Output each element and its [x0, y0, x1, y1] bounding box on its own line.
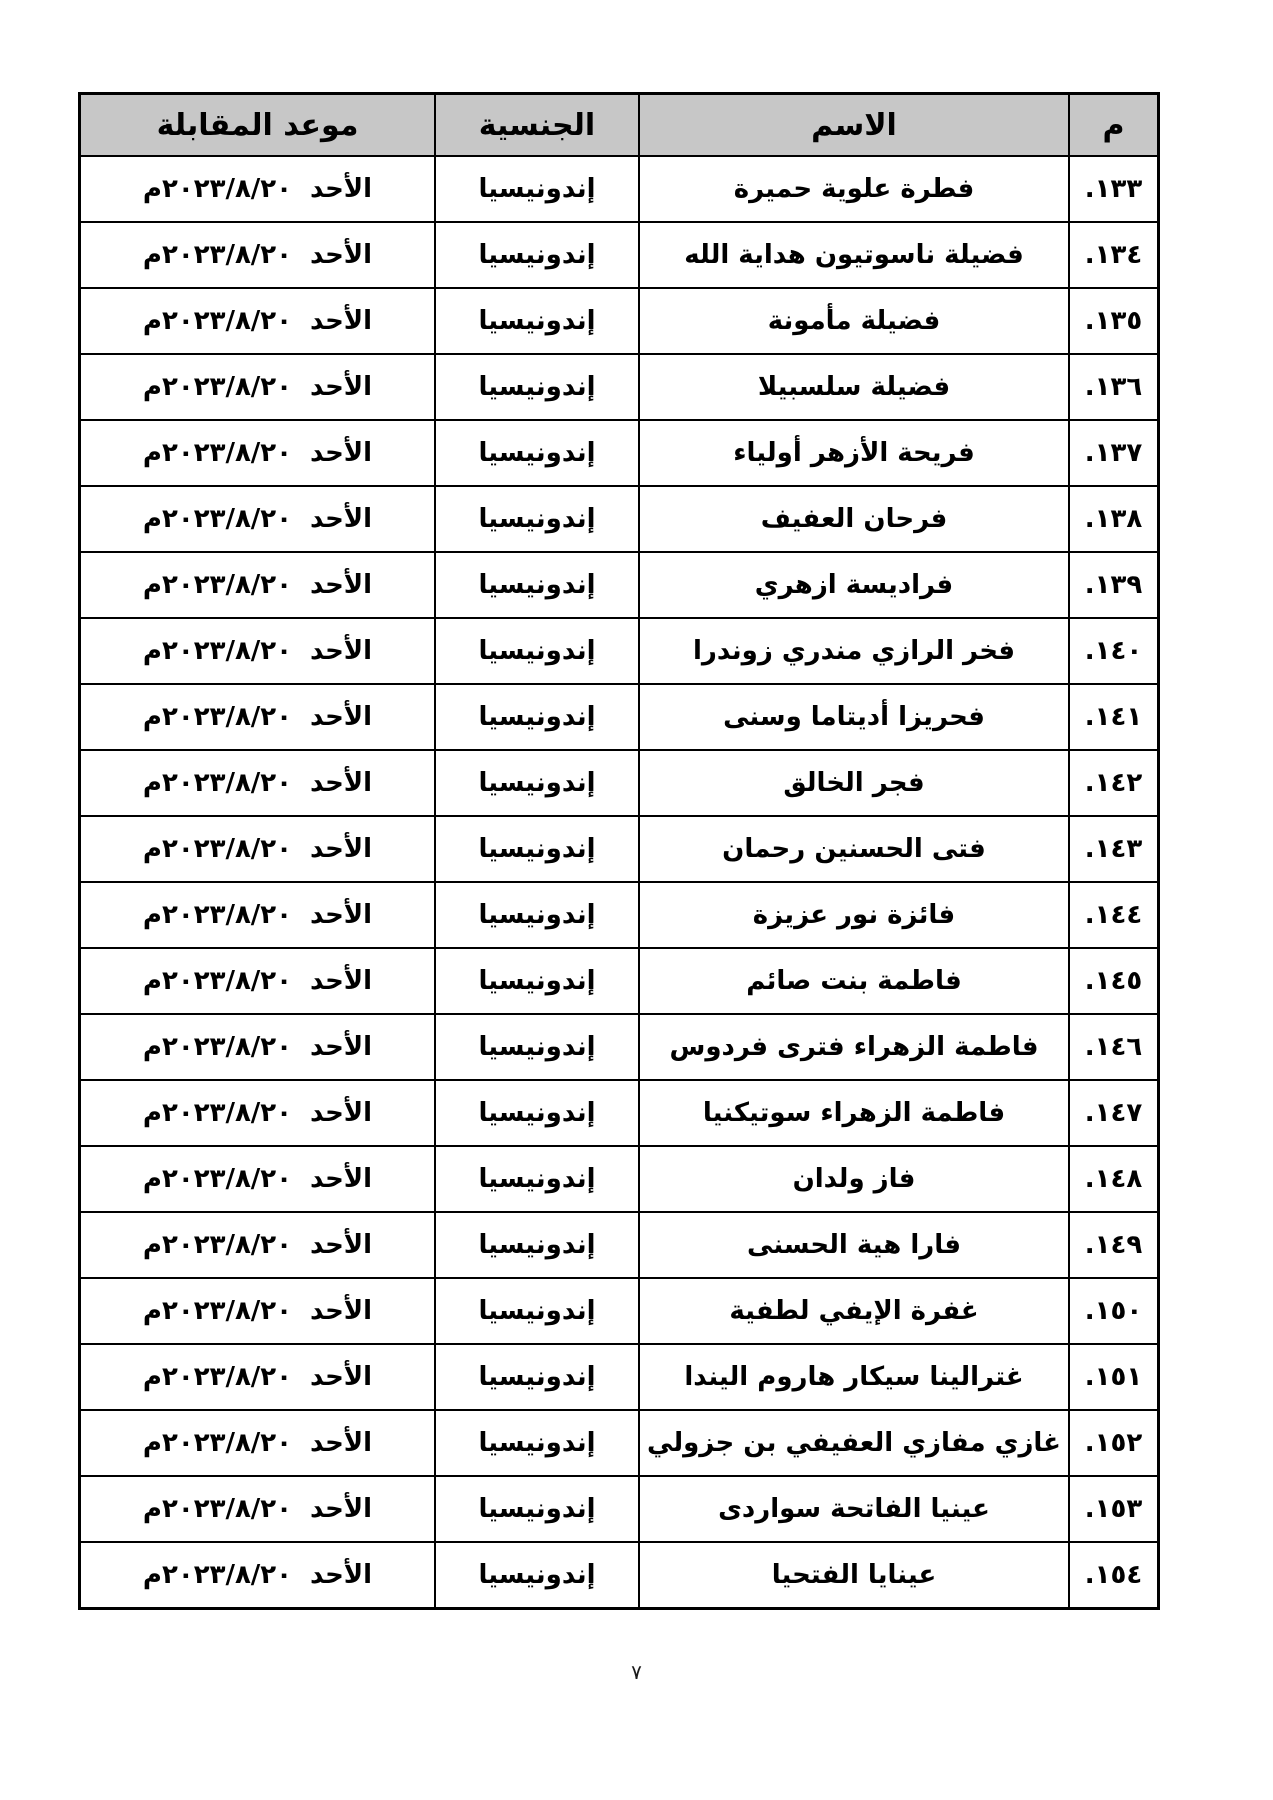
name-cell: فضيلة مأمونة: [639, 288, 1069, 354]
nationality-cell: إندونيسيا: [435, 1212, 639, 1278]
interview-date-cell: [80, 1476, 436, 1542]
interview-date-text: [143, 1164, 372, 1194]
interview-date-value: ٢٠٢٣/٨/٢٠م: [142, 174, 293, 204]
name-cell: فاطمة بنت صائم: [639, 948, 1069, 1014]
table-row: [80, 1344, 1159, 1410]
name-cell: فضيلة ناسوتيون هداية الله: [639, 222, 1069, 288]
name-cell: فارا هية الحسنى: [639, 1212, 1069, 1278]
header-name: الاسم: [639, 94, 1069, 157]
interview-date-value: ٢٠٢٣/٨/٢٠م: [142, 768, 293, 798]
interview-date-text: [143, 702, 372, 732]
interview-date-value: ٢٠٢٣/٨/٢٠م: [142, 1296, 293, 1326]
interview-date-text: [143, 1230, 372, 1260]
interview-date-value: ٢٠٢٣/٨/٢٠م: [142, 372, 293, 402]
interview-day-label: الأحد: [310, 504, 373, 534]
interview-date-cell: [80, 354, 436, 420]
interview-date-value: ٢٠٢٣/٨/٢٠م: [142, 438, 293, 468]
nationality-cell: إندونيسيا: [435, 1344, 639, 1410]
interview-date-text: [143, 636, 372, 666]
interview-date-text: [143, 174, 372, 204]
nationality-cell: إندونيسيا: [435, 882, 639, 948]
interview-day-label: الأحد: [310, 834, 373, 864]
interview-date-text: [143, 1560, 372, 1590]
interview-day-label: الأحد: [310, 570, 373, 600]
interview-date-value: ٢٠٢٣/٨/٢٠م: [142, 1362, 293, 1392]
table-row: [80, 882, 1159, 948]
serial-cell: ١٥٢.: [1069, 1410, 1159, 1476]
interview-date-cell: [80, 156, 436, 222]
interview-date-cell: [80, 1080, 436, 1146]
name-cell: فضيلة سلسبيلا: [639, 354, 1069, 420]
name-cell: عينيا الفاتحة سواردى: [639, 1476, 1069, 1542]
interview-date-text: [143, 768, 372, 798]
serial-cell: ١٥٣.: [1069, 1476, 1159, 1542]
name-cell: فاطمة الزهراء فترى فردوس: [639, 1014, 1069, 1080]
table-row: [80, 552, 1159, 618]
interview-date-text: [143, 1494, 372, 1524]
interview-date-cell: [80, 1146, 436, 1212]
serial-cell: ١٤٥.: [1069, 948, 1159, 1014]
table-row: [80, 222, 1159, 288]
interview-date-value: ٢٠٢٣/٨/٢٠م: [142, 636, 293, 666]
interview-day-label: الأحد: [310, 1559, 373, 1590]
interview-date-text: [143, 372, 372, 402]
interview-date-text: [143, 966, 372, 996]
interview-date-cell: [80, 1344, 436, 1410]
name-cell: فحريزا أديتاما وسنى: [639, 684, 1069, 750]
name-cell: عينايا الفتحيا: [639, 1542, 1069, 1608]
interview-day-label: الأحد: [310, 306, 373, 336]
interview-date-cell: [80, 816, 436, 882]
interview-day-label: الأحد: [310, 1296, 373, 1326]
interview-date-text: [143, 1032, 372, 1062]
interview-date-text: [143, 504, 372, 534]
interview-date-value: ٢٠٢٣/٨/٢٠م: [142, 1098, 293, 1128]
interview-date-text: [143, 570, 372, 600]
interview-date-value: ٢٠٢٣/٨/٢٠م: [142, 900, 293, 930]
interview-date-value: ٢٠٢٣/٨/٢٠م: [142, 570, 293, 600]
interview-day-label: الأحد: [310, 1494, 373, 1524]
table-row: [80, 948, 1159, 1014]
interview-date-text: [143, 438, 372, 468]
interview-day-label: الأحد: [310, 1032, 373, 1062]
table-row: [80, 156, 1159, 222]
nationality-cell: إندونيسيا: [435, 684, 639, 750]
interview-date-text: [143, 834, 372, 864]
interview-day-label: الأحد: [310, 372, 373, 402]
table-row: [80, 1278, 1159, 1344]
header-serial: م: [1069, 94, 1159, 157]
table-row: [80, 750, 1159, 816]
interview-date-cell: [80, 1278, 436, 1344]
interview-date-text: [143, 306, 372, 336]
interview-date-text: [143, 240, 372, 270]
interview-date-value: ٢٠٢٣/٨/٢٠م: [142, 702, 293, 732]
nationality-cell: إندونيسيا: [435, 156, 639, 222]
interview-date-cell: [80, 1542, 436, 1608]
nationality-cell: إندونيسيا: [435, 222, 639, 288]
interview-date-cell: [80, 1212, 436, 1278]
nationality-cell: إندونيسيا: [435, 618, 639, 684]
table-row: [80, 618, 1159, 684]
interview-date-cell: [80, 1410, 436, 1476]
serial-cell: ١٤٣.: [1069, 816, 1159, 882]
serial-cell: ١٤٧.: [1069, 1080, 1159, 1146]
interview-date-value: ٢٠٢٣/٨/٢٠م: [142, 1032, 293, 1062]
name-cell: غازي مفازي العفيفي بن جزولي: [639, 1410, 1069, 1476]
table-row: [80, 420, 1159, 486]
serial-cell: ١٥٤.: [1069, 1542, 1159, 1608]
serial-cell: ١٣٥.: [1069, 288, 1159, 354]
serial-cell: ١٤٦.: [1069, 1014, 1159, 1080]
table-row: [80, 486, 1159, 552]
name-cell: فرحان العفيف: [639, 486, 1069, 552]
interview-day-label: الأحد: [310, 1362, 373, 1392]
serial-cell: ١٤٤.: [1069, 882, 1159, 948]
serial-cell: ١٥٠.: [1069, 1278, 1159, 1344]
interview-day-label: الأحد: [310, 966, 373, 996]
nationality-cell: إندونيسيا: [435, 816, 639, 882]
nationality-cell: إندونيسيا: [435, 288, 639, 354]
interview-date-value: ٢٠٢٣/٨/٢٠م: [142, 1230, 293, 1260]
header-nationality: الجنسية: [435, 94, 639, 157]
interview-schedule-table: [78, 92, 1160, 1610]
interview-day-label: الأحد: [310, 1230, 373, 1260]
nationality-cell: إندونيسيا: [435, 552, 639, 618]
interview-date-cell: [80, 948, 436, 1014]
nationality-cell: إندونيسيا: [435, 1014, 639, 1080]
table-row: [80, 1080, 1159, 1146]
nationality-cell: إندونيسيا: [435, 1080, 639, 1146]
interview-date-cell: [80, 222, 436, 288]
interview-date-cell: [80, 552, 436, 618]
name-cell: فخر الرازي مندري زوندرا: [639, 618, 1069, 684]
interview-day-label: الأحد: [310, 438, 373, 468]
interview-day-label: الأحد: [310, 1428, 373, 1458]
interview-date-value: ٢٠٢٣/٨/٢٠م: [142, 504, 293, 534]
interview-day-label: الأحد: [310, 768, 373, 798]
interview-day-label: الأحد: [310, 1098, 373, 1128]
interview-day-label: الأحد: [310, 1164, 373, 1194]
nationality-cell: إندونيسيا: [435, 354, 639, 420]
nationality-cell: إندونيسيا: [435, 1410, 639, 1476]
nationality-cell: إندونيسيا: [435, 486, 639, 552]
table-row: [80, 354, 1159, 420]
name-cell: فجر الخالق: [639, 750, 1069, 816]
interview-day-label: الأحد: [310, 702, 373, 732]
name-cell: فاطمة الزهراء سوتيكنيا: [639, 1080, 1069, 1146]
interview-date-value: ٢٠٢٣/٨/٢٠م: [142, 834, 293, 864]
serial-cell: ١٥١.: [1069, 1344, 1159, 1410]
interview-date-value: ٢٠٢٣/٨/٢٠م: [142, 240, 293, 270]
name-cell: فتى الحسنين رحمان: [639, 816, 1069, 882]
serial-cell: ١٤١.: [1069, 684, 1159, 750]
interview-date-cell: [80, 882, 436, 948]
serial-cell: ١٣٦.: [1069, 354, 1159, 420]
interview-date-cell: [80, 1014, 436, 1080]
table-row: [80, 1542, 1159, 1608]
nationality-cell: إندونيسيا: [435, 750, 639, 816]
table-row: [80, 1212, 1159, 1278]
interview-date-text: [143, 900, 372, 930]
interview-date-cell: [80, 684, 436, 750]
name-cell: فاز ولدان: [639, 1146, 1069, 1212]
table-body: [80, 156, 1159, 1608]
interview-date-value: ٢٠٢٣/٨/٢٠م: [142, 306, 293, 336]
interview-date-cell: [80, 288, 436, 354]
serial-cell: ١٤٢.: [1069, 750, 1159, 816]
table-row: [80, 1410, 1159, 1476]
interview-date-text: [143, 1296, 372, 1326]
name-cell: فطرة علوية حميرة: [639, 156, 1069, 222]
interview-date-cell: [80, 750, 436, 816]
interview-date-cell: [80, 420, 436, 486]
table-header-row: [80, 94, 1159, 157]
nationality-cell: إندونيسيا: [435, 1542, 639, 1608]
nationality-cell: إندونيسيا: [435, 1146, 639, 1212]
interview-day-label: الأحد: [310, 636, 373, 666]
name-cell: غترالينا سيكار هاروم اليندا: [639, 1344, 1069, 1410]
serial-cell: ١٤٠.: [1069, 618, 1159, 684]
interview-date-text: [143, 1428, 372, 1458]
interview-day-label: الأحد: [310, 240, 373, 270]
interview-date-cell: [80, 618, 436, 684]
header-interview-date: موعد المقابلة: [80, 94, 436, 157]
table-row: [80, 684, 1159, 750]
serial-cell: ١٣٧.: [1069, 420, 1159, 486]
interview-day-label: الأحد: [310, 900, 373, 930]
interview-date-value: ٢٠٢٣/٨/٢٠م: [142, 1559, 293, 1590]
nationality-cell: إندونيسيا: [435, 948, 639, 1014]
interview-date-text: [143, 1362, 372, 1392]
interview-day-label: الأحد: [310, 174, 373, 204]
interview-date-value: ٢٠٢٣/٨/٢٠م: [142, 1164, 293, 1194]
nationality-cell: إندونيسيا: [435, 420, 639, 486]
serial-cell: ١٣٣.: [1069, 156, 1159, 222]
interview-date-value: ٢٠٢٣/٨/٢٠م: [142, 1494, 293, 1524]
nationality-cell: إندونيسيا: [435, 1476, 639, 1542]
serial-cell: ١٣٨.: [1069, 486, 1159, 552]
serial-cell: ١٣٩.: [1069, 552, 1159, 618]
interview-date-cell: [80, 486, 436, 552]
serial-cell: ١٤٩.: [1069, 1212, 1159, 1278]
name-cell: غفرة الإيفي لطفية: [639, 1278, 1069, 1344]
table-row: [80, 1476, 1159, 1542]
interview-date-value: ٢٠٢٣/٨/٢٠م: [142, 966, 293, 996]
interview-date-text: [143, 1098, 372, 1128]
serial-cell: ١٤٨.: [1069, 1146, 1159, 1212]
name-cell: فراديسة ازهري: [639, 552, 1069, 618]
serial-cell: ١٣٤.: [1069, 222, 1159, 288]
table-row: [80, 1014, 1159, 1080]
name-cell: فريحة الأزهر أولياء: [639, 420, 1069, 486]
nationality-cell: إندونيسيا: [435, 1278, 639, 1344]
table-row: [80, 816, 1159, 882]
interview-date-value: ٢٠٢٣/٨/٢٠م: [142, 1428, 293, 1458]
name-cell: فائزة نور عزيزة: [639, 882, 1069, 948]
table-row: [80, 288, 1159, 354]
table-row: [80, 1146, 1159, 1212]
page-number: ٧: [631, 1660, 642, 1684]
